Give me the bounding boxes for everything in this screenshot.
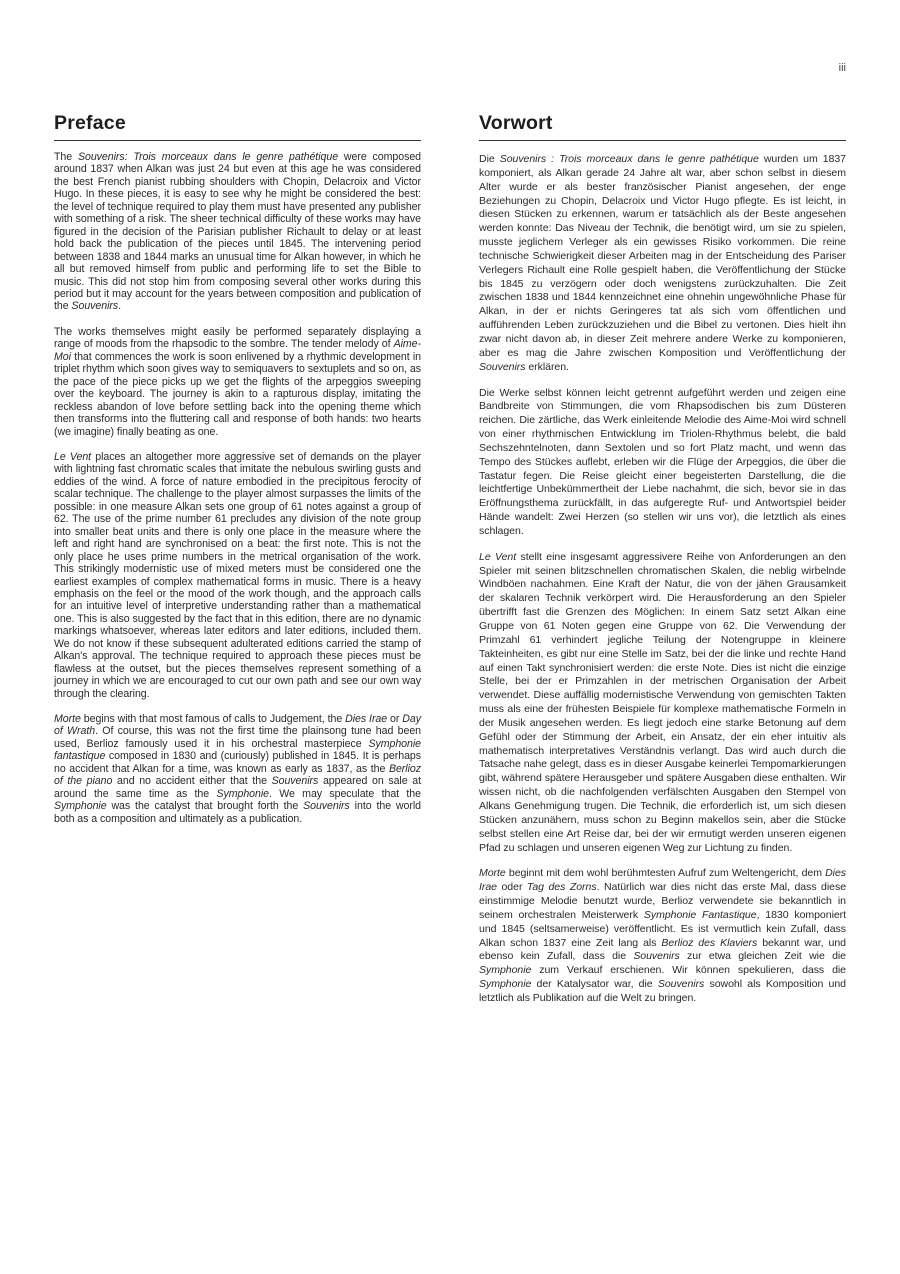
text-run: appeared on sale at around the same time as the bbox=[54, 775, 421, 800]
text-run: . Of course, this was not the first time the plainsong tune had been used, Berlioz famously used it in his orchestral masterpiece bbox=[54, 725, 422, 750]
italic-text-run: Day of Wrath bbox=[54, 713, 421, 738]
preface-title: Preface bbox=[54, 112, 421, 141]
text-run: places an altogether more aggressive set of demands on the player with lightning fast chromatic scales that imitate the nebulous swirling gusts and eddies of the wind. A force of nature embodied in the precipitous ferocity of scalar technique. The challenge to the player almost surpasses the limits of the possible: in one measure Alkan sets one group of 61 notes against a group of 62. The use of the prime number 61 precludes any division of the note group into smaller beat units and there is only one place in the measure where the left and right hand are synchronised on a beat: the first note. This is not the only place he uses prime numbers in the metrical organisation of the work. This strikingly modernistic use of mixed meters must be considered one the earliest examples of complex mathematical forms in music. There is a heavy emphasis on the feel or the mood of the work though, and the approach calls for an intuitive level of interpretive understanding rather than a mathematical one. This is also suggested by the fact that in this edition, there are no dynamic markings whatsoever, whereas later editors and later editions, included them. We do not know if these subsequent adulterated editions carried the stamp of Alkan's approval. The technique required to approach these pieces must be flawless at the outset, but the pieces themselves represent something of a journey in which we are encouraged to cut our own path and see our own way through the clearing. bbox=[54, 450, 421, 700]
text-run: The bbox=[54, 151, 78, 163]
italic-text-run: Morte bbox=[479, 867, 506, 880]
text-run: zur etwa gleichen Zeit wie die bbox=[679, 950, 846, 963]
text-run: and no accident either that the bbox=[112, 775, 272, 788]
text-run: , 1830 komponiert und 1845 (seltsamerweise) veröffentlicht. Es ist vermutlich kein Zufall, dass Alkan schon 1837 eine Zeit lang als bbox=[479, 908, 847, 949]
text-run: erklären. bbox=[525, 360, 569, 373]
preface-paragraph-2 bbox=[54, 326, 421, 438]
italic-text-run: Souvenirs bbox=[303, 800, 350, 813]
italic-text-run: Berlioz des Klaviers bbox=[661, 936, 758, 949]
text-run: begins with that most famous of calls to Judgement, the bbox=[80, 713, 346, 726]
text-run: . bbox=[118, 300, 122, 313]
italic-text-run: Souvenirs bbox=[657, 978, 705, 991]
text-run: zum Verkauf erschienen. Wir können spekulieren, dass die bbox=[531, 964, 846, 977]
vorwort-column bbox=[479, 112, 846, 1018]
italic-text-run: Souvenirs bbox=[479, 360, 526, 373]
italic-text-run: Souvenirs bbox=[633, 950, 680, 963]
italic-text-run: Souvenirs bbox=[271, 775, 319, 788]
italic-text-run: Symphonie fantastique bbox=[54, 737, 421, 763]
italic-text-run: Symphonie bbox=[479, 978, 532, 991]
text-run: der Katalysator war, die bbox=[531, 978, 658, 991]
text-run: Die Werke selbst können leicht getrennt aufgeführt werden und zeigen eine Bandbreite von Stimmungen, die vom Rhapsodischen bis zum Düsteren reichen. Die zärtliche, das Werk einleitende Melodie des Aime-Moi wird schnell von einer rhythmischen Entwicklung im Triolen-Rhythmus belebt, die bald Sechszehntelnoten, dann Sextolen und so fort Platz macht, und wenn das Tempo des Stückes auflebt, erleben wir die Flüge der Arpeggios, die über die Tastatur fegen. Die Reise gleicht einer begeisterten Darstellung, die die leichtfertige Unbekümmertheit der Liebe nachahmt, die sich, bevor sie in das Eröffnungsthema zurückfällt, in das aufgeregte Ruf- und Antwortspiel beider Hände wandelt: Zwei Herzen (so stellen wir uns vor), die letztlich als eines schlagen. bbox=[479, 386, 846, 537]
text-run: oder bbox=[496, 881, 527, 894]
italic-text-run: Souvenirs bbox=[71, 300, 119, 313]
text-run: bekannt war, und ebenso kein Zufall, dass die bbox=[479, 936, 846, 963]
vorwort-paragraph-2 bbox=[479, 387, 846, 539]
vorwort-paragraph-4 bbox=[479, 867, 846, 1005]
italic-text-run: Berlioz of the piano bbox=[54, 762, 421, 788]
text-run: composed in 1830 and (curiously) published in 1845. It is perhaps no accident that Alkan for a time, was known as early as 1837, as the bbox=[54, 750, 421, 775]
text-run: wurden um 1837 komponiert, als Alkan gerade 24 Jahre alt war, aber schon selbst in diesem Alter wurde er als bester französischer Pianist angesehen, der enge Beziehungen zu Chopin, Delacroix und Victor Hugo pflegte. Es ist leicht, in diesen Stücken zu erkennen, warum er tatsächlich als der Beste angesehen werden konnte: Das Niveau der Technik, die benötigt wird, um sie zu spielen, musste jeglichem Verleger als ein gewisses Risiko vorkommen. Die reine technische Schwierigkeit dieser Arbeiten mag in der Entscheidung des Pariser Verlegers Richault eine Rolle gespielt haben, die Veröffentlichung der Stücke bis 1845 zu verzögern oder doch wenigstens zurückzuhalten. Die Zeit zwischen 1838 und 1844 kennzeichnet eine ohnehin ungewöhnliche Phase für Alkan, in der er nichts Geringeres tat als sich vom öffentlichen und aufführenden Leben zurückzuziehen und die Bibel zu vertonen. Dies hielt ihn zwar nicht davon ab, in dieser Zeit mehrere andere Werke zu komponieren, aber es mag die Jahre zwischen Komposition und Veröffentlichung der bbox=[479, 153, 846, 359]
italic-text-run: Aime-Moi bbox=[54, 338, 421, 363]
vorwort-paragraph-1 bbox=[479, 153, 846, 375]
italic-text-run: Souvenirs : Trois morceaux dans le genre pathétique bbox=[499, 153, 759, 165]
text-run: were composed around 1837 when Alkan was just 24 but even at this age he was considered the best French pianist rubbing shoulders with Chopin, Delacroix and Victor Hugo. In these pieces, it is easy to see why he might be considered the best: the level of technique required to play them must have presented any publisher with something of a risk. The sheer technical difficulty of these works may have figured in the decision of the Parisian publisher Richault to delay or at least hold back the publication of the pieces until 1845. The intervening period between 1838 and 1844 marks an unusual time for Alkan however, in which he all but removed himself from public and performing life to set the Bible to music. This did not stop him from composing several other works during this period but it may account for the years between composition and publication of the bbox=[54, 151, 422, 313]
italic-text-run: Symphonie bbox=[54, 800, 107, 813]
vorwort-title: Vorwort bbox=[479, 112, 846, 141]
page-number: iii bbox=[838, 62, 846, 74]
preface-paragraph-3 bbox=[54, 451, 421, 700]
preface-paragraph-1 bbox=[54, 151, 421, 313]
text-run: . We may speculate that the bbox=[269, 787, 421, 800]
italic-text-run: Le Vent bbox=[54, 450, 92, 463]
preface-paragraph-4 bbox=[54, 713, 421, 825]
text-run: . Natürlich war dies nicht das erste Mal, dass diese einstimmige Melodie benutzt wurde, Berlioz verwendete sie bekanntlich in seinem orchestralen Meisterwerk bbox=[479, 881, 847, 921]
text-run: or bbox=[387, 713, 403, 726]
italic-text-run: Souvenirs: Trois morceaux dans le genre pathétique bbox=[77, 151, 339, 163]
text-run: beginnt mit dem wohl berühmtesten Aufruf zum Weltengericht, dem bbox=[505, 867, 826, 880]
text-run: into the world both as a composition and ultimately as a publication. bbox=[54, 800, 421, 825]
italic-text-run: Dies Irae bbox=[345, 713, 388, 726]
preface-column bbox=[54, 112, 421, 838]
italic-text-run: Morte bbox=[54, 713, 81, 726]
italic-text-run: Dies Irae bbox=[479, 867, 846, 894]
text-run: The works themselves might easily be performed separately displaying a range of moods from the rhapsodic to the sombre. The tender melody of bbox=[54, 325, 421, 351]
text-run: that commences the work is soon enlivened by a rhythmic development in triplet rhythm which soon gives way to semiquavers to sextuplets and so on, as the pace of the piece picks up we get the flights of the arpeggios sweeping over the keyboard. The journey is akin to a rapturous display, imitating the reckless abandon of love before settling back into the opening theme which then transforms into the fluttering call and response of both hands: two hearts (we imagine) finally beating as one. bbox=[54, 350, 421, 438]
italic-text-run: Symphonie bbox=[216, 787, 270, 800]
italic-text-run: Le Vent bbox=[479, 550, 517, 563]
text-run: Die bbox=[479, 153, 500, 165]
italic-text-run: Symphonie Fantastique bbox=[643, 908, 757, 921]
italic-text-run: Symphonie bbox=[479, 964, 532, 977]
italic-text-run: Tag des Zorns bbox=[526, 881, 597, 894]
text-run: sowohl als Komposition und letztlich als Publikation auf die Welt zu bringen. bbox=[479, 978, 846, 1004]
text-run: stellt eine insgesamt aggressivere Reihe von Anforderungen an den Spieler mit seinen blitzschnellen chromatischen Skalen, die neblig wirbelnde Windböen nachahmen. Eine Kraft der Natur, die von der jähen Grausamkeit der skalaren Technik verkörpert wird. Die Herausforderung an den Spieler übertrifft fast die Grenzen des Möglichen: In einem Satz setzt Alkan eine Gruppe von 61 Noten gegen eine Gruppe von 62. Die Verwendung der Primzahl 61 verhindert jegliche Teilung der Notengruppe in kleinere Takteinheiten, es gibt nur eine Stelle im Satz, bei der die linke und rechte Hand auf einen Takt synchronisiert werden: die erste Note. Dies ist nicht die einzige Stelle, bei der er Primzahlen in der metrischen Organisation der Arbeit verwendet. Diese auffällig modernistische Verwendung von gemischten Takten muss als eine der frühesten Beispiele für komplexe mathematische Formeln in der Musik angesehen werden. Es liegt jedoch eine starke Betonung auf dem Gefühl oder der Stimmung der Arbeit, ein Ansatz, der ein eher intuitiv als mathematisch interpretatives Verständnis verlangt. Das wird auch durch die Tatsache nahe gelegt, dass es in dieser Ausgabe keinerlei Tempomarkierungen gibt, während spätere Herausgeber und spätere Ausgaben diese enthalten. Wir wissen nicht, ob die nachfolgenden verfälschten Ausgaben den Stempel von Alkans Genehmigung trugen. Die Technik, die erforderlich ist, um sich diesen Stücken anzunähern, muss schon zu Beginn makellos sein, aber die Stücke selbst stellen eine Art Reise dar, bei der wir ermutigt werden unseren eigenen Pfad zu schlagen und unseren eigenen Weg zur Lichtung zu finden. bbox=[479, 550, 846, 854]
vorwort-paragraph-3 bbox=[479, 551, 846, 856]
text-run: was the catalyst that brought forth the bbox=[106, 800, 304, 813]
